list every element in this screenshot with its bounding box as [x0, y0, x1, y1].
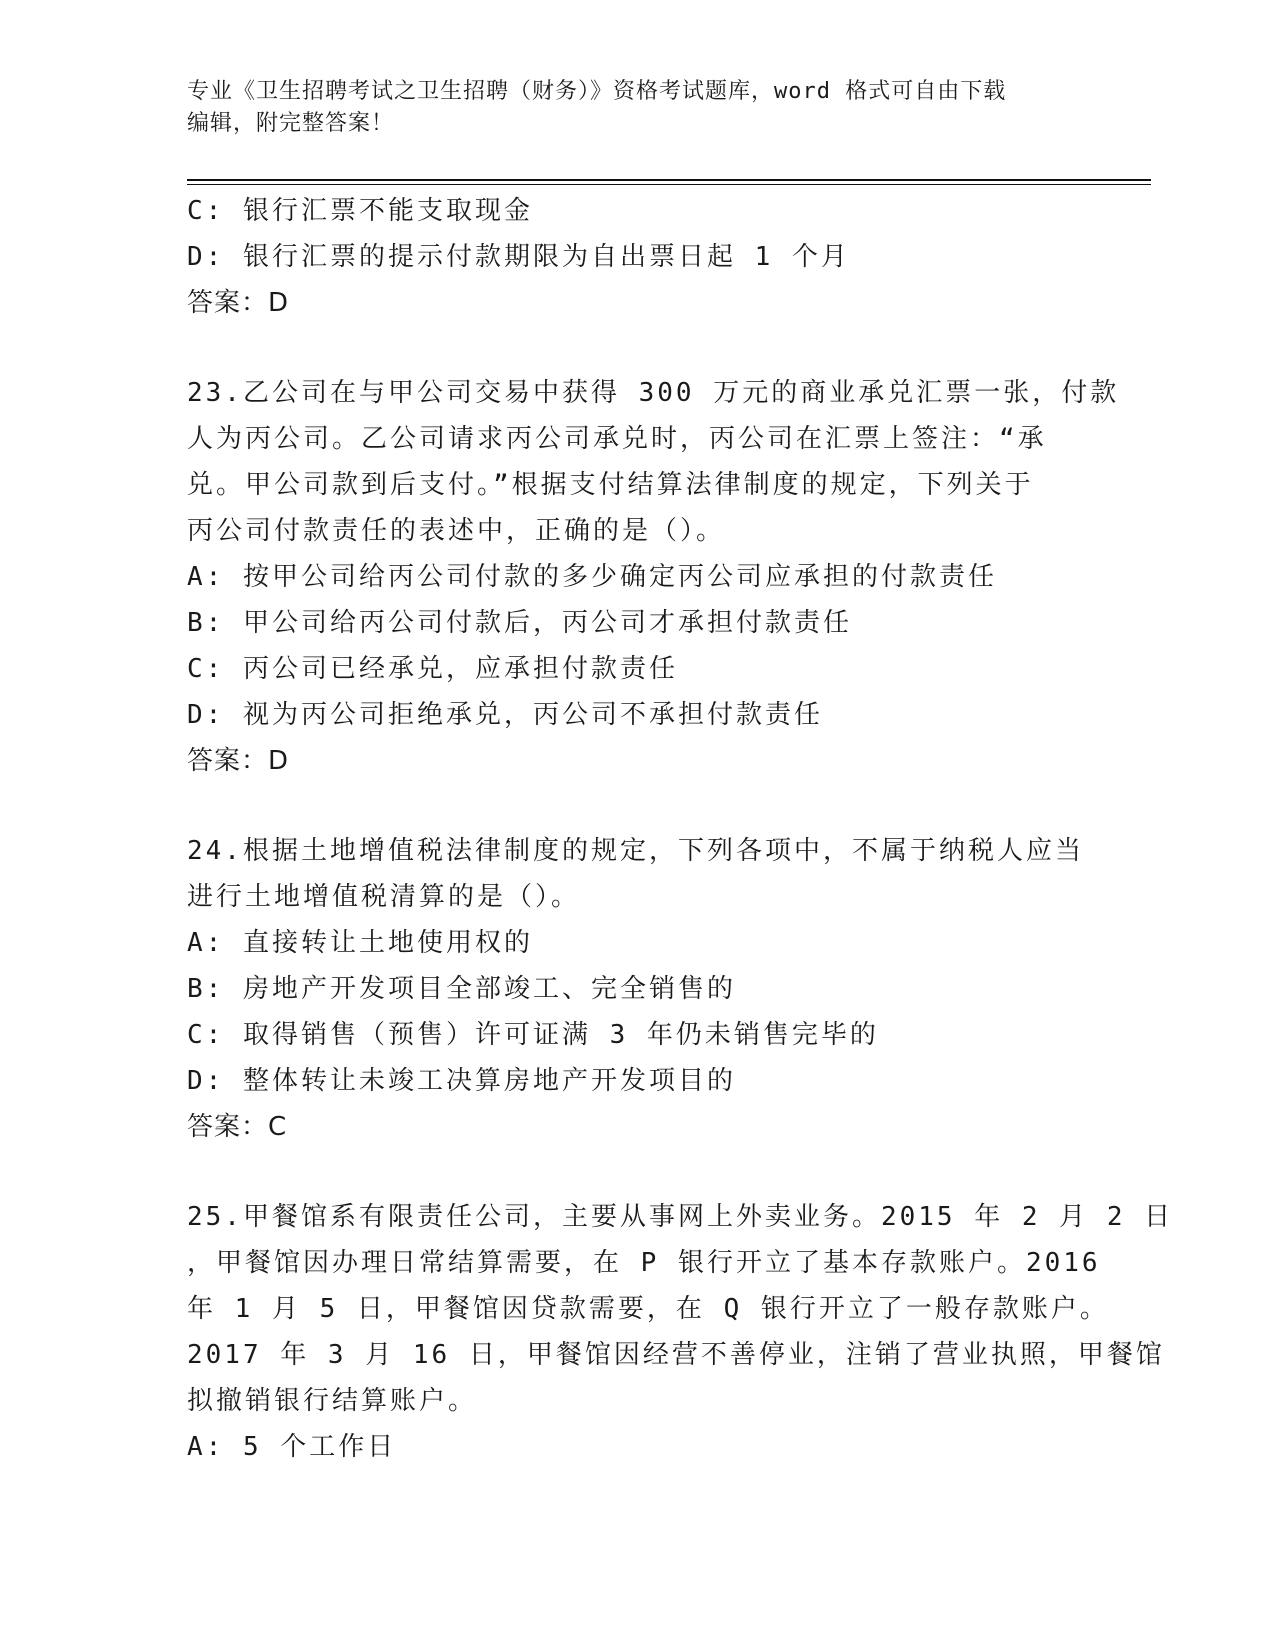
question-text-line: 年 1 月 5 日，甲餐馆因贷款需要，在 Q 银行开立了一般存款账户。 — [187, 1294, 1109, 1324]
question-text-line: 24.根据土地增值税法律制度的规定，下列各项中，不属于纳税人应当 — [187, 836, 1084, 866]
option-d: D: 视为丙公司拒绝承兑，丙公司不承担付款责任 — [187, 700, 823, 730]
header-title-line-1: 专业《卫生招聘考试之卫生招聘（财务）》资格考试题库，word 格式可自由下载 — [187, 79, 1007, 104]
question-text-line: 拟撤销银行结算账户。 — [187, 1386, 478, 1416]
answer: 答案：D — [187, 746, 290, 776]
option-a: A: 直接转让土地使用权的 — [187, 928, 533, 958]
header-divider-thick — [187, 179, 1151, 181]
option-d: D: 整体转让未竣工决算房地产开发项目的 — [187, 1066, 736, 1096]
option-c: C: 银行汇票不能支取现金 — [187, 196, 533, 226]
question-text-line: ，甲餐馆因办理日常结算需要，在 P 银行开立了基本存款账户。2016 — [187, 1248, 1101, 1278]
option-a: A: 5 个工作日 — [187, 1432, 397, 1462]
option-b: B: 甲公司给丙公司付款后，丙公司才承担付款责任 — [187, 608, 852, 638]
question-25 — [187, 1194, 1174, 1470]
option-a: A: 按甲公司给丙公司付款的多少确定丙公司应承担的付款责任 — [187, 562, 997, 592]
option-b: B: 房地产开发项目全部竣工、完全销售的 — [187, 974, 736, 1004]
question-22-continued — [187, 188, 1087, 326]
header-divider-thin — [187, 184, 1151, 185]
option-c: C: 丙公司已经承兑，应承担付款责任 — [187, 654, 678, 684]
question-text-line: 25.甲餐馆系有限责任公司，主要从事网上外卖业务。2015 年 2 月 2 日 — [187, 1202, 1174, 1232]
page-header — [187, 76, 1087, 140]
question-text-line: 丙公司付款责任的表述中，正确的是（）。 — [187, 516, 726, 546]
question-text-line: 人为丙公司。乙公司请求丙公司承兑时，丙公司在汇票上签注：“承 — [187, 424, 1047, 454]
question-text-line: 兑。甲公司款到后支付。”根据支付结算法律制度的规定，下列关于 — [187, 470, 1034, 500]
question-24 — [187, 828, 1087, 1150]
document-body — [187, 188, 1174, 1470]
question-text-line: 23.乙公司在与甲公司交易中获得 300 万元的商业承兑汇票一张，付款 — [187, 378, 1120, 408]
option-d: D: 银行汇票的提示付款期限为自出票日起 1 个月 — [187, 242, 850, 272]
answer: 答案：D — [187, 288, 290, 318]
question-text-line: 进行土地增值税清算的是（）。 — [187, 882, 581, 912]
question-text-line: 2017 年 3 月 16 日，甲餐馆因经营不善停业，注销了营业执照，甲餐馆 — [187, 1340, 1165, 1370]
question-23 — [187, 370, 1120, 784]
answer: 答案：C — [187, 1112, 288, 1142]
header-title-line-2: 编辑，附完整答案！ — [187, 111, 395, 136]
option-c: C: 取得销售（预售）许可证满 3 年仍未销售完毕的 — [187, 1020, 879, 1050]
